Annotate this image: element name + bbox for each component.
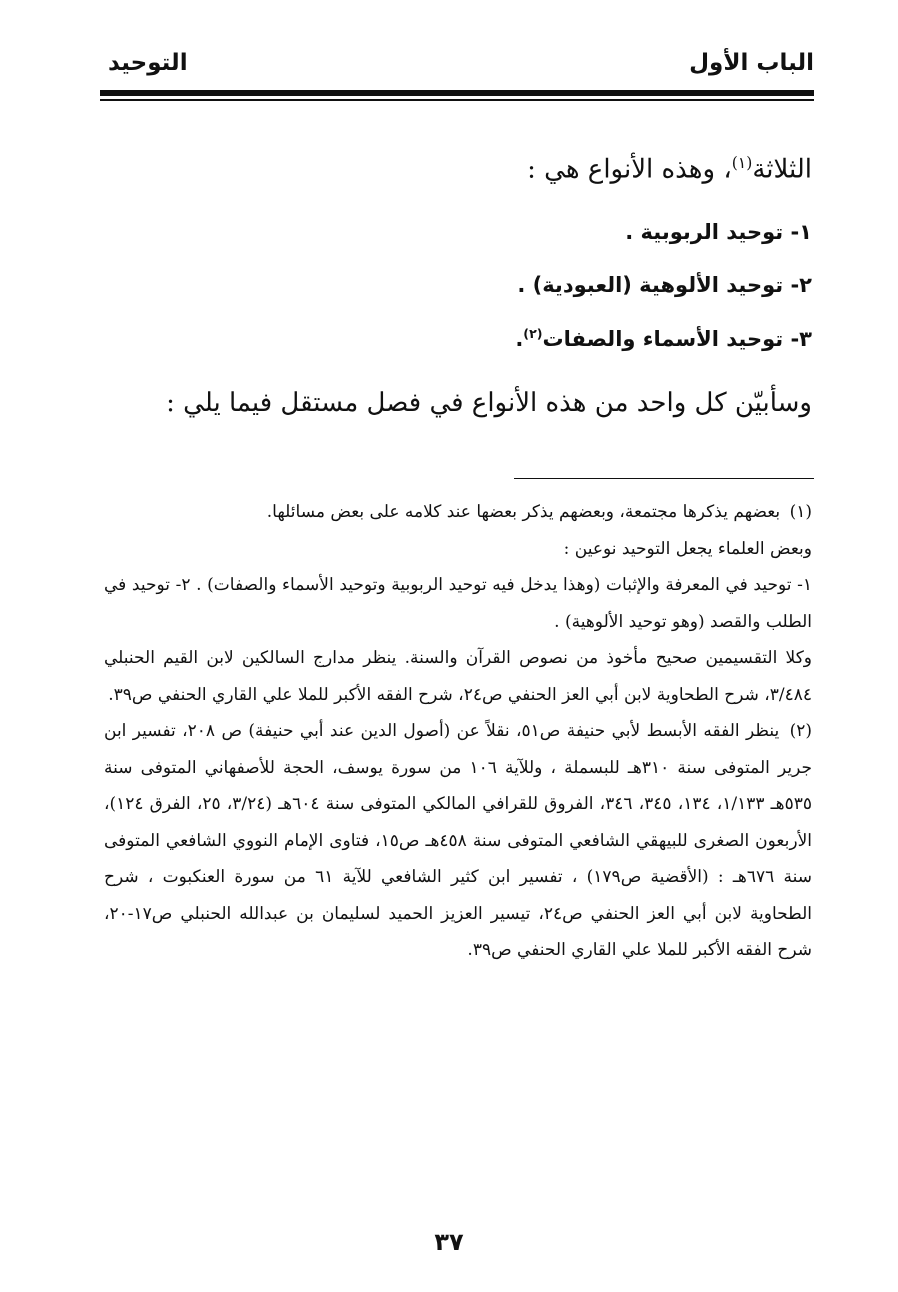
header-rule-thick bbox=[100, 90, 814, 96]
footnote-1-line-3: ١- توحيد في المعرفة والإثبات (وهذا يدخل فيه توحيد الربوبية وتوحيد الأسماء والصفات) . ٢- توحيد في الطلب والقصد (وهو توحيد الألوهية) . bbox=[104, 575, 812, 632]
footnote-1-first bbox=[104, 494, 812, 531]
running-header bbox=[100, 44, 814, 88]
footnote-1-line-1: بعضهم يذكرها مجتمعة، وبعضهم يذكر بعضها عند كلامه على بعض مسائلها. bbox=[266, 502, 781, 522]
footnote-2 bbox=[104, 713, 812, 969]
list-item-3 bbox=[515, 326, 812, 351]
footnote-2-text: ينظر الفقه الأبسط لأبي حنيفة ص٥١، نقلاً عن (أصول الدين عند أبي حنيفة) ص ٢٠٨، تفسير ابن جرير المتوفى سنة ٣١٠هـ للبسملة ، وللآية ١٠٦ من سورة يوسف، الحجة للأصفهاني المتوفى سنة ٥٣٥هـ ١/١٣٣، ١٣٤، ٣٤٥، ٣٤٦، الفروق للقرافي المالكي المتوفى سنة ٦٠٤هـ (٣/٢٤، ٢٥، الفرق ١٢٤)، الأربعون الصغرى للبيهقي الشافعي المتوفى سنة ٤٥٨هـ ص١٥، فتاوى الإمام النووي الشافعي المتوفى سنة ٦٧٦هـ : (الأقضية ص١٧٩) ، تفسير ابن كثير الشافعي للآية ٦١ من سورة العنكبوت ، شرح الطحاوية لابن أبي العز الحنفي ص٢٤، تيسير العزيز الحميد لسليمان بن عبدالله الحنبلي ص١٧-٢٠، شرح الفقه الأكبر للملا علي القاري الحنفي ص٣٩. bbox=[104, 721, 813, 960]
footnote-1-number: (١) bbox=[789, 502, 812, 522]
list-item-3-label: ٣- توحيد الأسماء والصفات bbox=[542, 327, 812, 351]
list-item-1: ١- توحيد الربوبية . bbox=[625, 220, 812, 244]
page-number: ٣٧ bbox=[434, 1228, 464, 1256]
list-item-3-tail: . bbox=[515, 327, 524, 351]
footnote-ref-2: (٢) bbox=[523, 326, 543, 341]
closing-line: وسأبيّن كل واحد من هذه الأنواع في فصل مستقل فيما يلي : bbox=[166, 388, 812, 418]
intro-word: الثلاثة bbox=[752, 154, 812, 185]
topic-title: التوحيد bbox=[108, 50, 188, 76]
list-item-2: ٢- توحيد الألوهية (العبودية) . bbox=[517, 273, 812, 297]
footnote-separator bbox=[514, 478, 814, 479]
footnote-1-line-4: وكلا التقسيمين صحيح مأخوذ من نصوص القرآن والسنة. ينظر مدارج السالكين لابن القيم الحنبلي ٣/٤٨٤، شرح الطحاوية لابن أبي العز الحنفي ص٢٤، شرح الفقه الأكبر للملا علي القاري الحنفي ص٣٩. bbox=[104, 648, 812, 705]
footnotes bbox=[104, 494, 812, 969]
intro-line bbox=[527, 154, 812, 185]
footnote-ref-1: (١) bbox=[731, 154, 753, 172]
header-rule-thin bbox=[100, 99, 814, 101]
footnote-2-number: (٢) bbox=[789, 721, 813, 741]
footnote-1-line-2: وبعض العلماء يجعل التوحيد نوعين : bbox=[563, 538, 812, 559]
intro-rest: ، وهذه الأنواع هي : bbox=[527, 154, 732, 185]
chapter-title: الباب الأول bbox=[689, 50, 814, 76]
